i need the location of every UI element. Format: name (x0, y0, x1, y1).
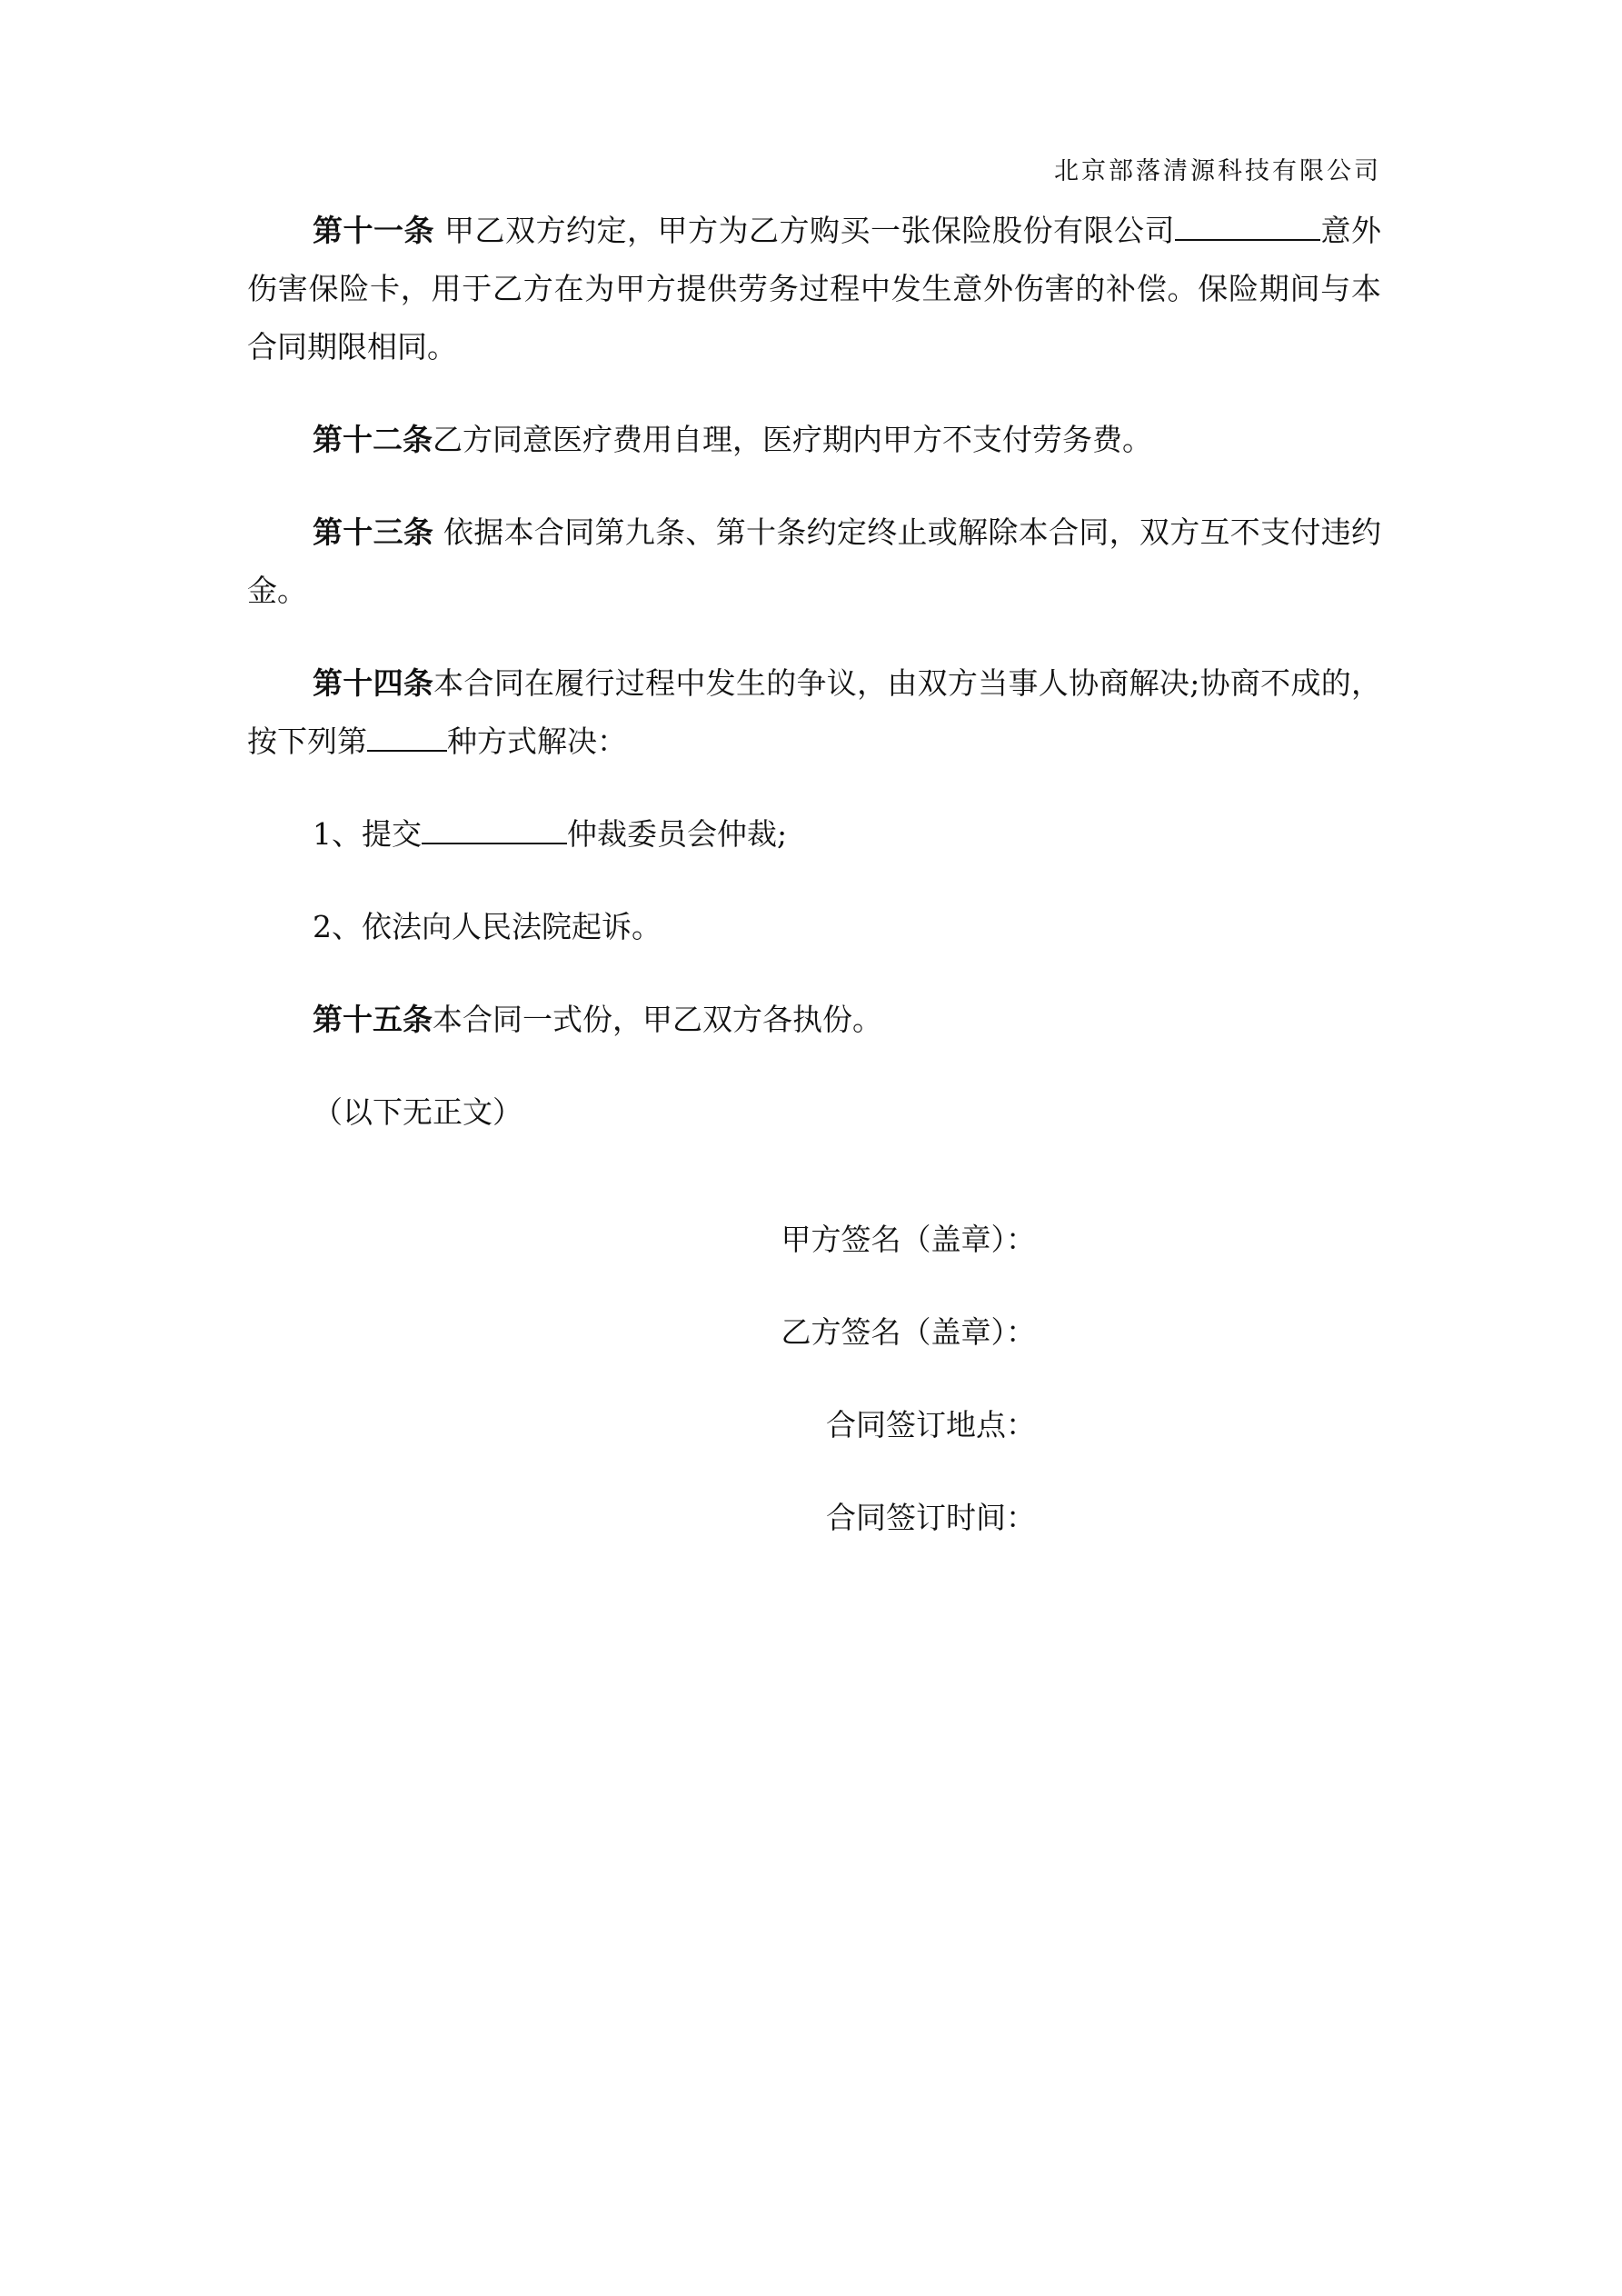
article-13 (247, 504, 1381, 620)
option-1 (247, 805, 1381, 863)
article-11-text-after: 意外伤害保险卡，用于乙方在为甲方提供劳务过程中发生意外伤害的补偿。保险期间与本合同期限相同。 (247, 213, 1381, 364)
arbitration-committee-blank (422, 812, 567, 844)
signing-time: 合同签订时间： (826, 1500, 1036, 1535)
article-13-label: 第十三条 (313, 514, 434, 550)
article-13-text: 依据本合同第九条、第十条约定终止或解除本合同，双方互不支付违约金。 (247, 514, 1381, 608)
option-1-after: 仲裁委员会仲裁; (567, 816, 788, 852)
article-14-label: 第十四条 (313, 665, 434, 701)
company-header: 北京部落清源科技有限公司 (1054, 157, 1381, 185)
article-15-label: 第十五条 (313, 1002, 433, 1037)
article-15 (247, 991, 1381, 1049)
party-a-signature: 甲方签名（盖章）： (781, 1222, 1036, 1257)
contract-body (247, 202, 1381, 1142)
option-1-before: 1、提交 (313, 816, 422, 852)
article-11-label: 第十一条 (313, 213, 434, 248)
insurance-company-blank (1175, 208, 1320, 241)
article-14-text-before: 本合同在履行过程中发生的争议，由双方当事人协商解决;协商不成的，按下列第 (247, 665, 1382, 759)
article-12-label: 第十二条 (313, 422, 433, 457)
article-12-text: 乙方同意医疗费用自理，医疗期内甲方不支付劳务费。 (433, 422, 1152, 457)
article-15-text: 本合同一式份，甲乙双方各执份。 (433, 1002, 882, 1037)
article-11 (247, 202, 1381, 376)
party-b-signature: 乙方签名（盖章）： (781, 1314, 1036, 1350)
end-note: （以下无正文） (313, 1094, 522, 1130)
option-2: 2、依法向人民法院起诉。 (313, 909, 662, 944)
article-14-text-after: 种方式解决： (447, 724, 627, 759)
signature-block (745, 1211, 1036, 1582)
article-12 (247, 411, 1381, 469)
dispute-method-blank (367, 719, 447, 752)
article-11-text-before: 甲乙双方约定，甲方为乙方购买一张保险股份有限公司 (434, 213, 1175, 248)
signing-place: 合同签订地点： (826, 1407, 1036, 1442)
article-14 (247, 654, 1381, 771)
